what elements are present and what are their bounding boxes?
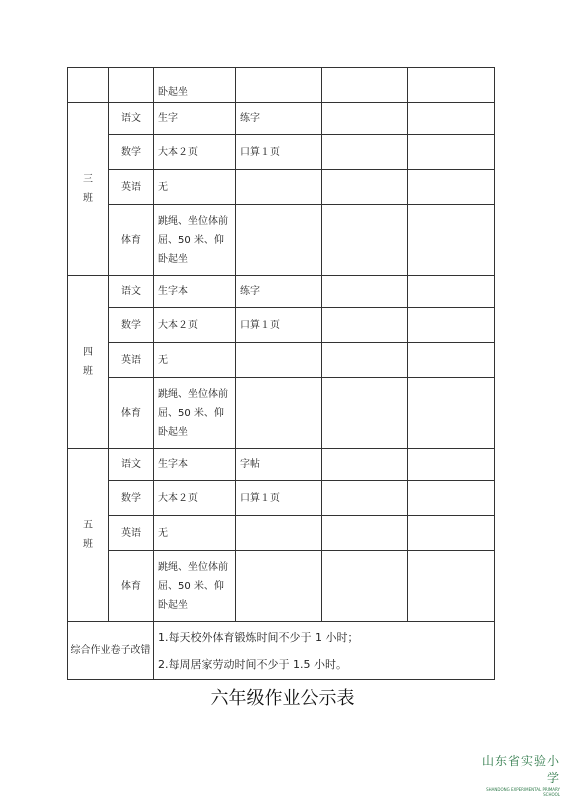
table-row <box>68 449 495 481</box>
empty-cell <box>408 205 495 276</box>
subject-cell: 语文 <box>109 103 154 135</box>
empty-cell <box>322 68 408 103</box>
empty-cell <box>408 378 495 449</box>
homework-cell: 口算１页 <box>236 135 322 170</box>
table-row <box>68 551 495 622</box>
empty-cell <box>322 481 408 516</box>
empty-cell <box>408 170 495 205</box>
table-row <box>68 308 495 343</box>
homework-line: 屈、50 米、仰 <box>158 234 224 246</box>
homework-line: 无 <box>158 527 168 539</box>
homework-cell <box>236 551 322 622</box>
empty-cell <box>322 343 408 378</box>
table-row <box>68 68 495 103</box>
page-title: 六年级作业公示表 <box>210 688 355 709</box>
subject-cell: 体育 <box>109 205 154 276</box>
empty-cell <box>322 551 408 622</box>
class-name-char: 五 <box>83 520 93 531</box>
homework-cell <box>154 276 236 308</box>
homework-line: 卧起坐 <box>158 426 188 438</box>
class-name-char: 班 <box>83 366 93 377</box>
subject-cell: 数学 <box>109 308 154 343</box>
empty-cell <box>408 308 495 343</box>
empty-cell <box>408 68 495 103</box>
empty-cell <box>408 135 495 170</box>
empty-cell <box>408 481 495 516</box>
homework-line: 无 <box>158 354 168 366</box>
class-name-cell <box>68 103 109 276</box>
homework-cell <box>236 170 322 205</box>
class-name-char: 三 <box>83 174 93 185</box>
homework-line: 大本２页 <box>158 146 198 158</box>
homework-cell <box>154 205 236 276</box>
empty-cell <box>408 551 495 622</box>
empty-cell <box>408 449 495 481</box>
homework-cell: 口算１页 <box>236 481 322 516</box>
table-row <box>68 516 495 551</box>
subject-cell: 体育 <box>109 378 154 449</box>
homework-cell: 卧起坐 <box>154 68 236 103</box>
homework-cell <box>154 449 236 481</box>
school-logo <box>470 752 560 797</box>
homework-cell <box>236 205 322 276</box>
empty-cell <box>322 170 408 205</box>
empty-cell <box>408 343 495 378</box>
homework-cell <box>154 343 236 378</box>
table-row <box>68 170 495 205</box>
note-line: 1.每天校外体育锻炼时间不少于 1 小时； <box>158 630 359 644</box>
subject-cell: 数学 <box>109 481 154 516</box>
homework-line: 屈、50 米、仰 <box>158 407 224 419</box>
homework-table <box>67 67 495 680</box>
homework-line: 跳绳、坐位体前 <box>158 388 228 400</box>
homework-cell: 字帖 <box>236 449 322 481</box>
homework-cell <box>154 103 236 135</box>
homework-cell <box>154 378 236 449</box>
class-name-cell <box>68 449 109 622</box>
homework-cell: 口算１页 <box>236 308 322 343</box>
empty-cell <box>322 103 408 135</box>
class-name-char: 四 <box>83 347 93 358</box>
homework-line: 卧起坐 <box>158 599 188 611</box>
subject-cell: 语文 <box>109 276 154 308</box>
homework-cell <box>154 516 236 551</box>
empty-cell <box>408 276 495 308</box>
subject-cell: 体育 <box>109 551 154 622</box>
empty-cell <box>322 276 408 308</box>
homework-line: 跳绳、坐位体前 <box>158 561 228 573</box>
empty-cell <box>236 68 322 103</box>
homework-cell <box>236 378 322 449</box>
homework-cell <box>154 135 236 170</box>
class-name-cell <box>68 276 109 449</box>
homework-cell <box>236 343 322 378</box>
homework-cell <box>236 516 322 551</box>
subject-cell: 英语 <box>109 343 154 378</box>
homework-cell <box>154 308 236 343</box>
empty-cell <box>322 308 408 343</box>
empty-cell <box>322 205 408 276</box>
table-row <box>68 276 495 308</box>
empty-cell <box>408 103 495 135</box>
homework-line: 跳绳、坐位体前 <box>158 215 228 227</box>
homework-line: 屈、50 米、仰 <box>158 580 224 592</box>
homework-cell: 练字 <box>236 276 322 308</box>
table-row <box>68 378 495 449</box>
summary-label: 综合作业卷子改错 <box>68 622 154 680</box>
table-row <box>68 135 495 170</box>
empty-cell <box>322 516 408 551</box>
table-row <box>68 343 495 378</box>
empty-cell <box>408 516 495 551</box>
empty-cell <box>322 378 408 449</box>
empty-cell <box>322 449 408 481</box>
subject-cell: 数学 <box>109 135 154 170</box>
homework-cell <box>154 551 236 622</box>
class-cell <box>68 68 109 103</box>
subject-cell <box>109 68 154 103</box>
logo-name-en: SHANDONG EXPERIMENTAL PRIMARY SCHOOL <box>486 787 560 797</box>
note-line: 2.每周居家劳动时间不少于 1.5 小时。 <box>158 657 347 671</box>
homework-line: 卧起坐 <box>158 253 188 265</box>
subject-cell: 英语 <box>109 170 154 205</box>
homework-cell: 练字 <box>236 103 322 135</box>
homework-line: 生字本 <box>158 286 188 297</box>
subject-cell: 语文 <box>109 449 154 481</box>
summary-notes <box>154 622 495 680</box>
homework-cell <box>154 481 236 516</box>
logo-name-cn: 山东省实验小学 <box>481 754 560 785</box>
table-row <box>68 103 495 135</box>
empty-cell <box>322 135 408 170</box>
homework-cell <box>154 170 236 205</box>
class-name-char: 班 <box>83 539 93 550</box>
table-row <box>68 481 495 516</box>
homework-line: 无 <box>158 181 168 193</box>
homework-line: 生字本 <box>158 459 188 470</box>
subject-cell: 英语 <box>109 516 154 551</box>
class-name-char: 班 <box>83 193 93 204</box>
homework-line: 大本２页 <box>158 319 198 331</box>
table-row <box>68 622 495 680</box>
table-row <box>68 205 495 276</box>
homework-line: 生字 <box>158 113 178 124</box>
homework-line: 大本２页 <box>158 492 198 504</box>
